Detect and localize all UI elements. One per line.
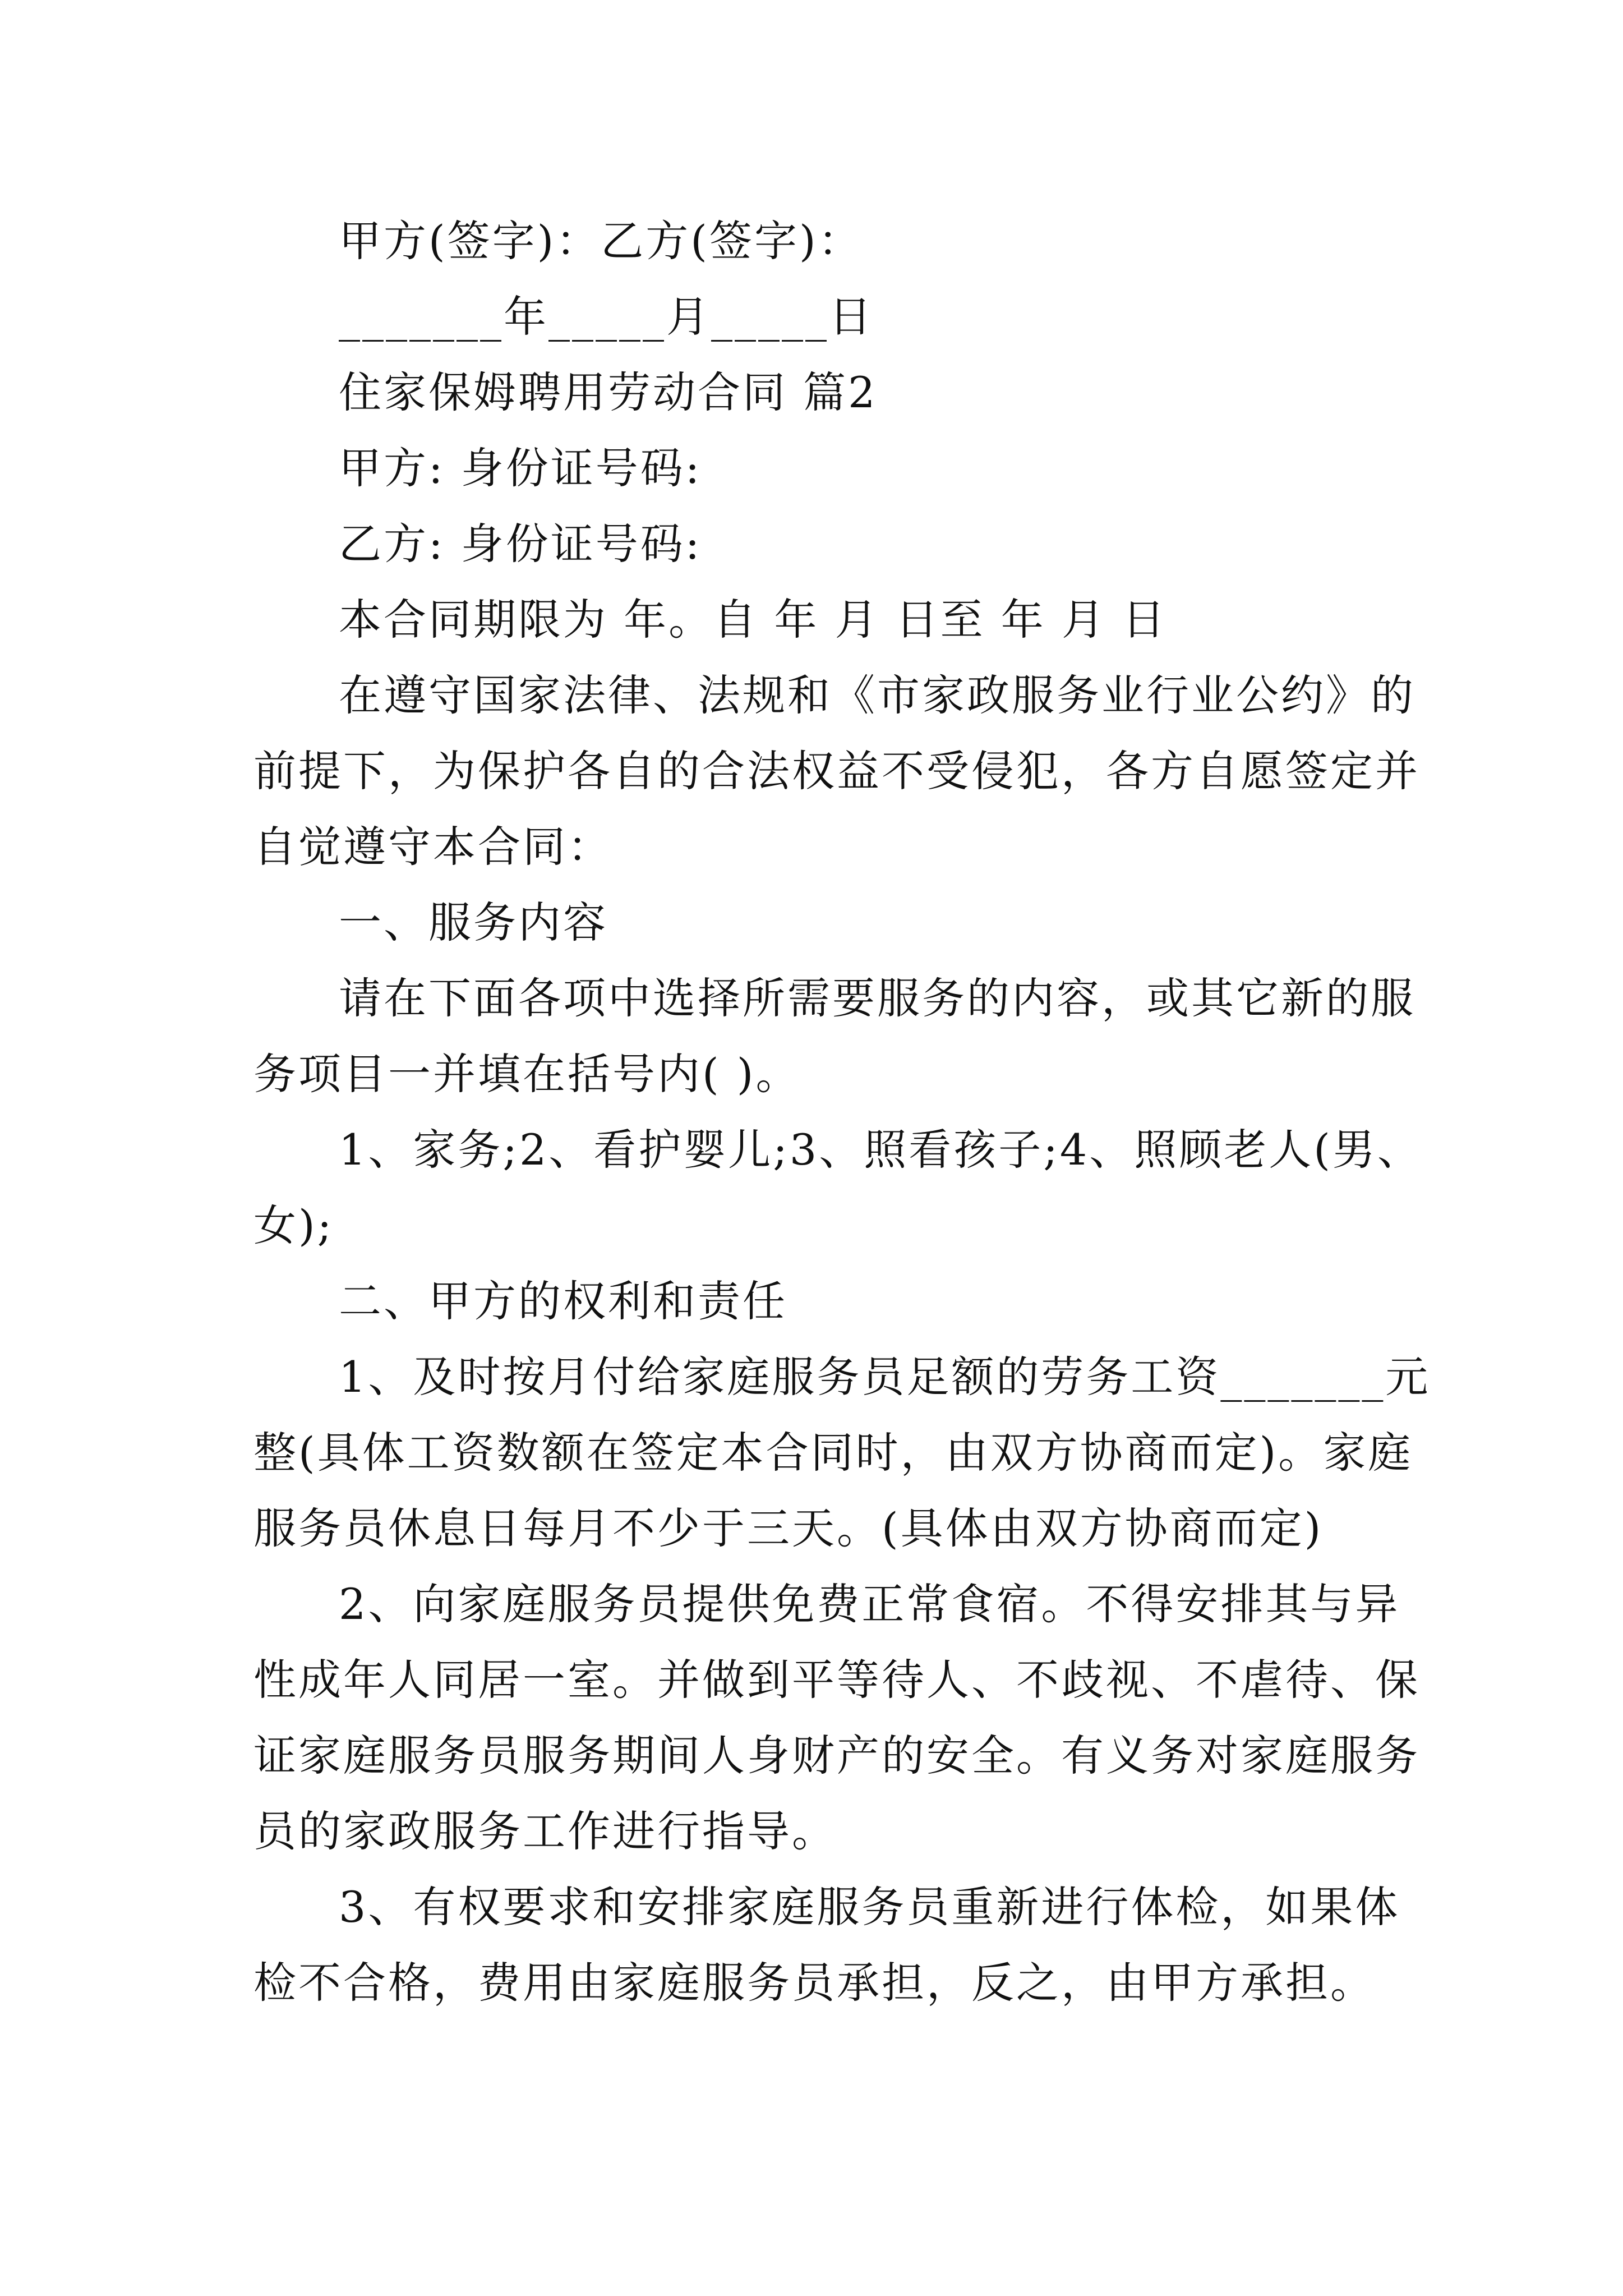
paragraph-line: 请在下面各项中选择所需要服务的内容，或其它新的服 (339, 973, 1415, 1023)
paragraph-line: 证家庭服务员服务期间人身财产的安全。有义务对家庭服务 (253, 1731, 1420, 1780)
party-a-line: 甲方: 身份证号码: (339, 443, 702, 493)
paragraph-line: 性成年人同居一室。并做到平等待人、不歧视、不虐待、保 (253, 1655, 1420, 1705)
paragraph-line: 整(具体工资数额在签定本合同时，由双方协商而定)。家庭 (253, 1428, 1413, 1478)
paragraph-line: 务项目一并填在括号内( )。 (253, 1049, 801, 1099)
section-title: 住家保姆聘用劳动合同 篇2 (339, 367, 878, 417)
paragraph-line: 女); (253, 1200, 334, 1250)
section-heading: 一、服务内容 (339, 898, 608, 947)
paragraph-line: 员的家政服务工作进行指导。 (253, 1806, 837, 1856)
section-heading: 二、甲方的权利和责任 (339, 1276, 787, 1326)
paragraph-line: 自觉遵守本合同： (253, 822, 612, 872)
paragraph-line: 3、有权要求和安排家庭服务员重新进行体检，如果体 (339, 1882, 1400, 1932)
paragraph-line: 检不合格，费用由家庭服务员承担，反之，由甲方承担。 (253, 1958, 1375, 2008)
paragraph-line: 前提下，为保护各自的合法权益不受侵犯，各方自愿签定并 (253, 746, 1420, 796)
date-line: _______年_____月_____日 (339, 292, 874, 342)
signature-line: 甲方(签字)：乙方(签字)： (339, 216, 863, 266)
paragraph-line: 在遵守国家法律、法规和《市家政服务业行业公约》的 (339, 670, 1415, 720)
paragraph-line: 服务员休息日每月不少于三天。(具体由双方协商而定) (253, 1503, 1324, 1553)
paragraph-line: 1、及时按月付给家庭服务员足额的劳务工资_______元 (339, 1352, 1431, 1402)
contract-term-line: 本合同期限为 年。自 年 月 日至 年 月 日 (339, 595, 1168, 645)
party-b-line: 乙方: 身份证号码: (339, 519, 702, 569)
paragraph-line: 1、家务;2、看护婴儿;3、照看孩子;4、照顾老人(男、 (339, 1125, 1422, 1175)
paragraph-line: 2、向家庭服务员提供免费正常食宿。不得安排其与异 (339, 1579, 1400, 1629)
